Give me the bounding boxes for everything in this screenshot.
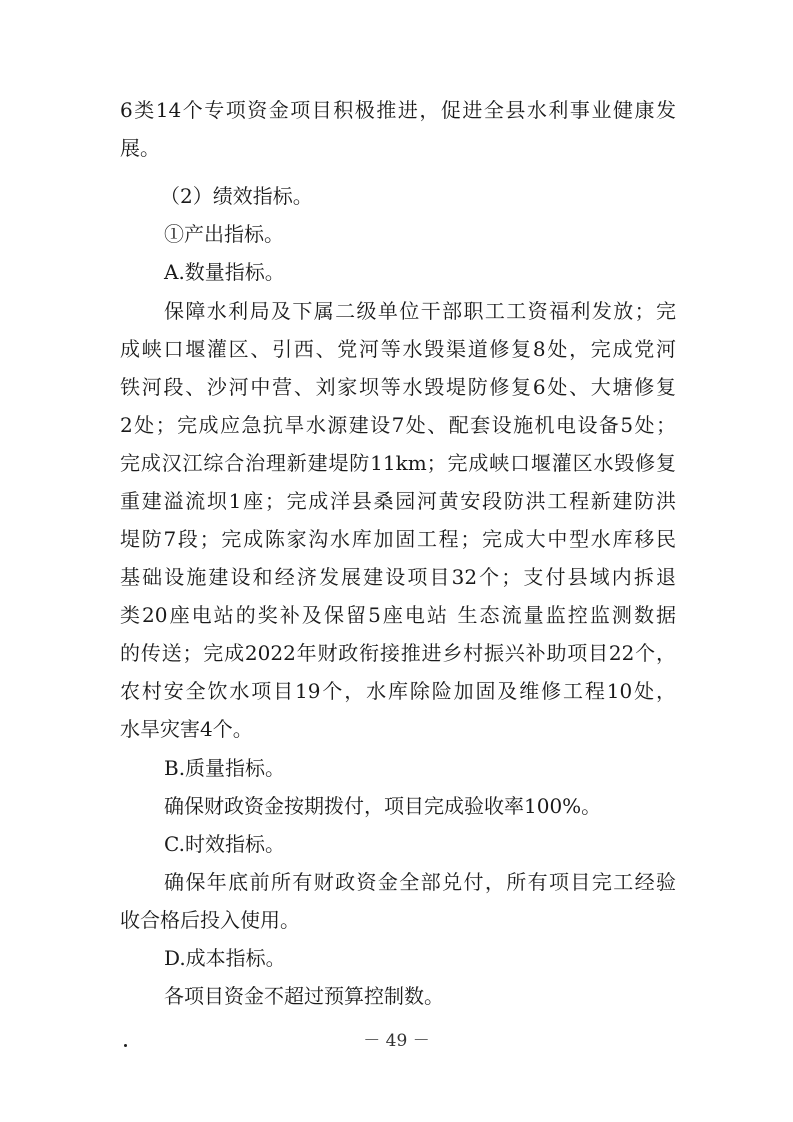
section-heading: B.质量指标。	[164, 756, 286, 780]
paragraph-line: 2处；完成应急抗旱水源建设7处、配套设施机电设备5处；	[120, 413, 676, 437]
section-heading: （2）绩效指标。	[160, 184, 313, 208]
section-heading: ①产出指标。	[164, 222, 284, 246]
paragraph-line: 农村安全饮水项目19个，水库除险加固及维修工程10处，	[120, 679, 676, 703]
paragraph-line: 6类14个专项资金项目积极推进，促进全县水利事业健康发	[120, 98, 676, 122]
paragraph-line: 完成汉江综合治理新建堤防11km；完成峡口堰灌区水毁修复	[120, 451, 676, 475]
paragraph-line: 铁河段、沙河中营、刘家坝等水毁堤防修复6处、大塘修复	[120, 375, 676, 399]
section-heading: D.成本指标。	[164, 946, 286, 970]
page-number: － 49 －	[363, 1031, 430, 1051]
scan-dot	[124, 1044, 127, 1047]
paragraph-line: 的传送；完成2022年财政衔接推进乡村振兴补助项目22个，	[120, 641, 676, 665]
paragraph-line: 堤防7段；完成陈家沟水库加固工程；完成大中型水库移民	[120, 527, 676, 551]
section-heading: C.时效指标。	[164, 832, 285, 856]
paragraph-line: 重建溢流坝1座；完成洋县桑园河黄安段防洪工程新建防洪	[120, 489, 676, 513]
paragraph-line: 基础设施建设和经济发展建设项目32个；支付县域内拆退	[120, 565, 676, 589]
paragraph-line: 确保财政资金按期拨付，项目完成验收率100%。	[164, 794, 602, 818]
paragraph-line: 展。	[120, 136, 160, 160]
paragraph-line: 保障水利局及下属二级单位干部职工工资福利发放；完	[164, 299, 676, 323]
paragraph-line: 水旱灾害4个。	[120, 717, 253, 741]
paragraph-line: 类20座电站的奖补及保留5座电站 生态流量监控监测数据	[120, 603, 676, 627]
paragraph-line: 成峡口堰灌区、引西、党河等水毁渠道修复8处，完成党河	[120, 337, 676, 361]
paragraph-line: 确保年底前所有财政资金全部兑付，所有项目完工经验	[164, 870, 676, 894]
paragraph-line: 收合格后投入使用。	[120, 908, 300, 932]
paragraph-line: 各项目资金不超过预算控制数。	[164, 984, 444, 1008]
section-heading: A.数量指标。	[164, 260, 285, 284]
